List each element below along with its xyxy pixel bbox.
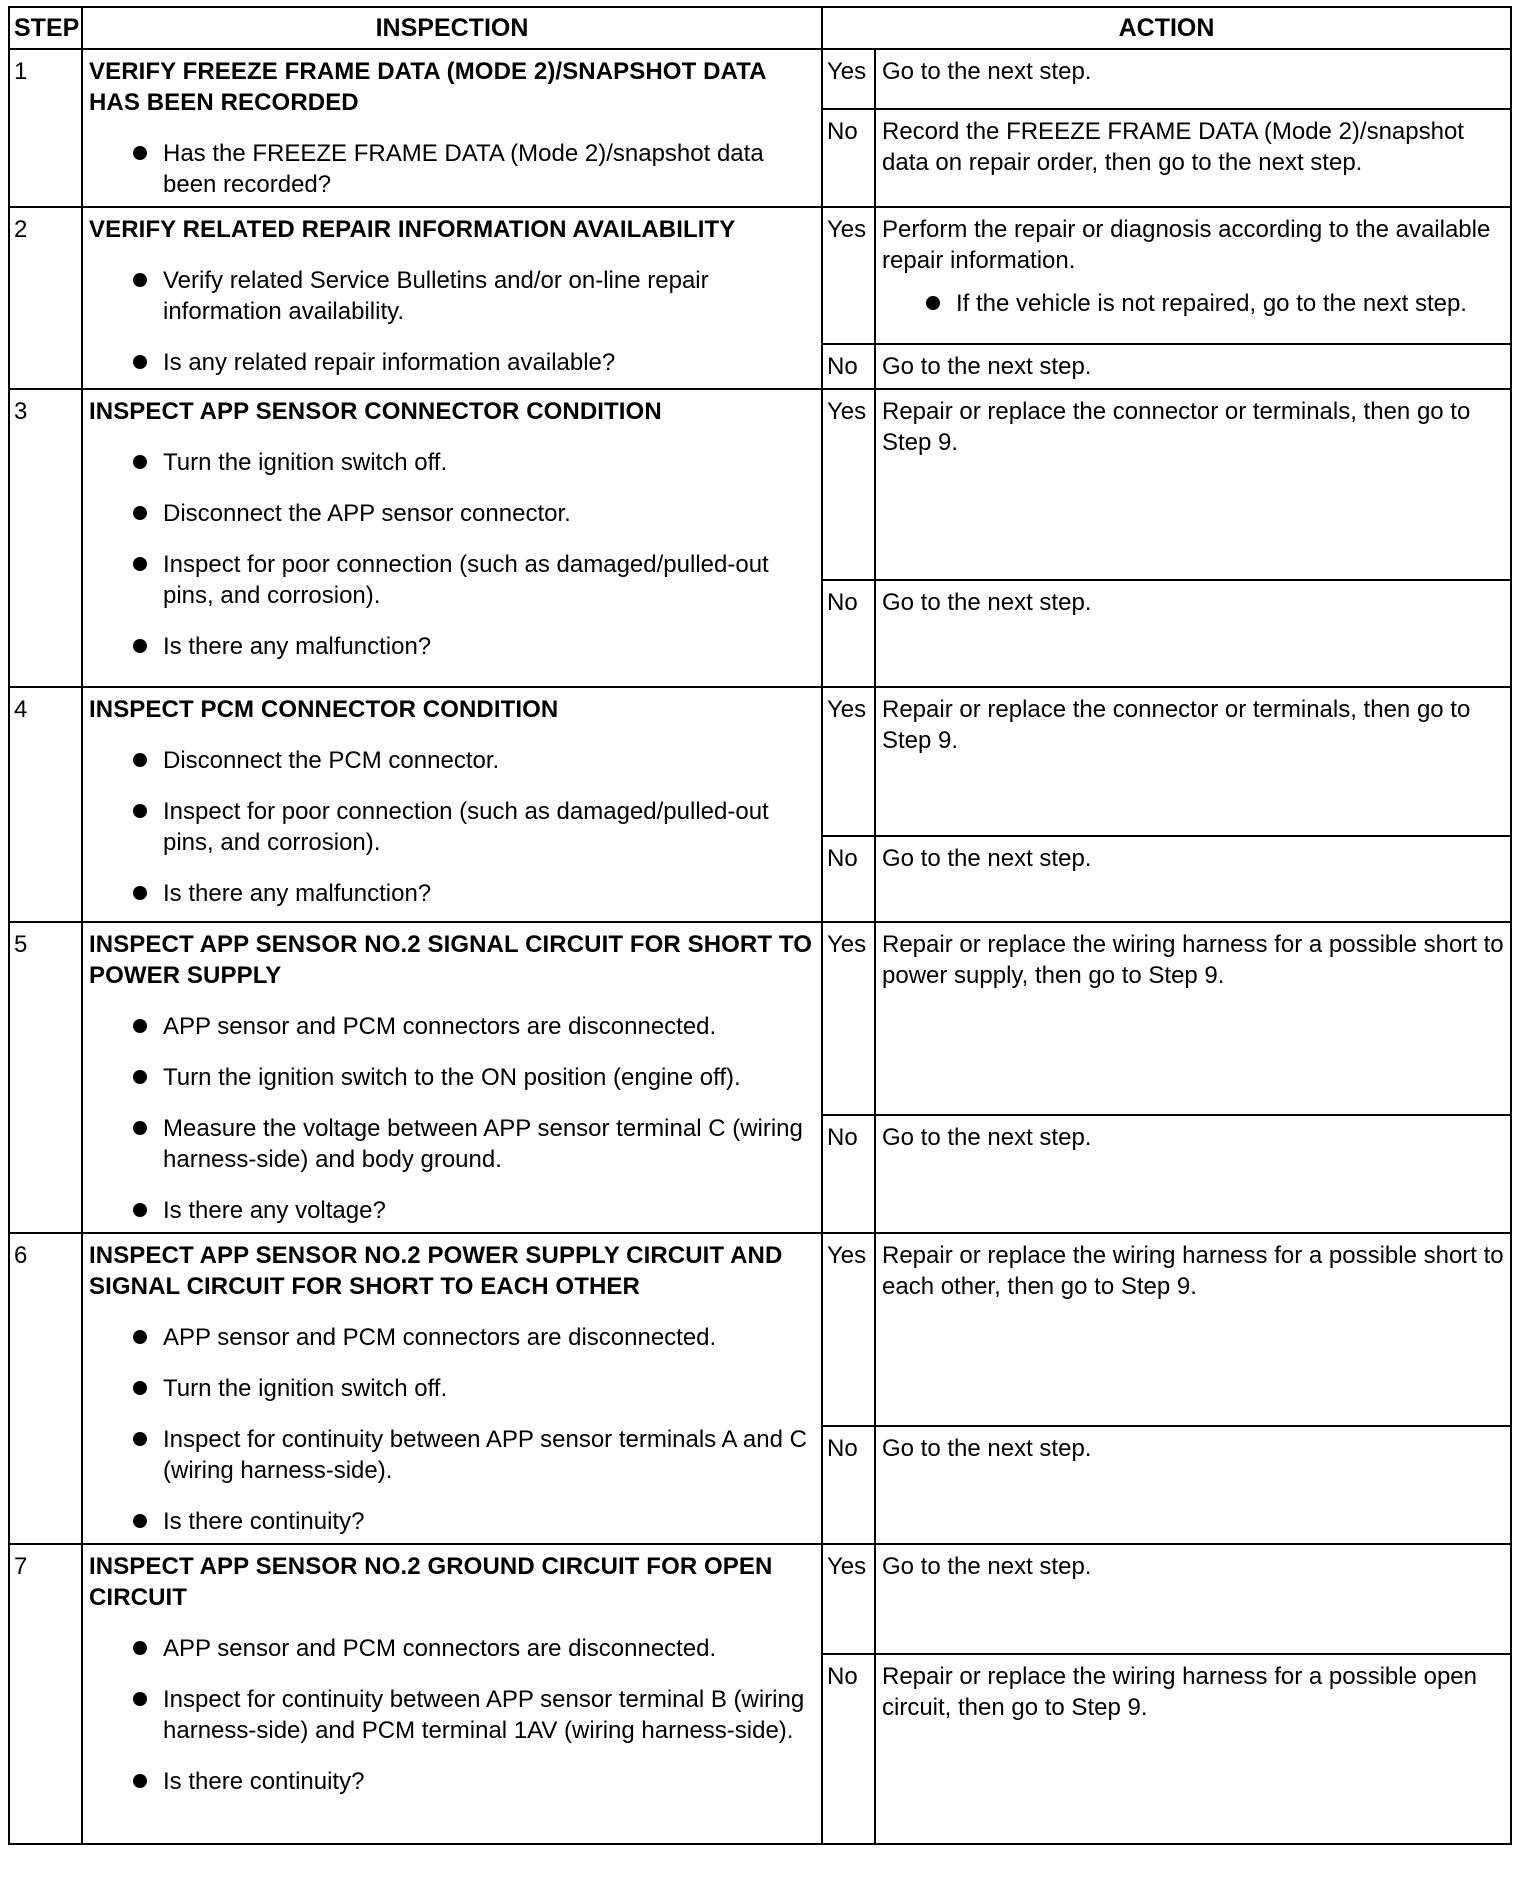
inspection-bullet-item bbox=[89, 447, 815, 478]
no-action: Go to the next step. bbox=[875, 344, 1511, 389]
inspection-bullet-text: APP sensor and PCM connectors are disconnected. bbox=[163, 1013, 717, 1040]
inspection-bullet-list bbox=[89, 265, 815, 378]
inspection-bullet-item bbox=[89, 1684, 815, 1746]
inspection-title: INSPECT APP SENSOR NO.2 GROUND CIRCUIT FOR OPEN CIRCUIT bbox=[89, 1553, 773, 1611]
inspection-bullet-text: Verify related Service Bulletins and/or on-line repair information availability. bbox=[163, 267, 709, 325]
yes-label: Yes bbox=[822, 1544, 875, 1654]
bullet-dot-icon bbox=[133, 886, 147, 900]
yes-label: Yes bbox=[822, 207, 875, 344]
inspection-bullet-text: Inspect for continuity between APP sensor terminals A and C (wiring harness-side). bbox=[163, 1426, 807, 1484]
action-bullet-item bbox=[882, 288, 1504, 319]
no-label: No bbox=[822, 344, 875, 389]
inspection-bullet-list bbox=[89, 1633, 815, 1797]
no-action: Go to the next step. bbox=[875, 836, 1511, 922]
step-number: 5 bbox=[9, 922, 82, 1233]
inspection-bullet-item bbox=[89, 1011, 815, 1042]
inspection-bullet-item bbox=[89, 1062, 815, 1093]
no-label: No bbox=[822, 580, 875, 687]
inspection-cell bbox=[82, 922, 822, 1233]
bullet-dot-icon bbox=[133, 557, 147, 571]
inspection-bullet-item bbox=[89, 1766, 815, 1797]
inspection-bullet-text: Is any related repair information available? bbox=[163, 349, 616, 376]
yes-action bbox=[875, 389, 1511, 580]
yes-action bbox=[875, 207, 1511, 344]
inspection-cell bbox=[82, 49, 822, 207]
inspection-column-header: INSPECTION bbox=[82, 7, 822, 49]
inspection-bullet-text: Inspect for poor connection (such as damaged/pulled-out pins, and corrosion). bbox=[163, 798, 769, 856]
yes-action bbox=[875, 1233, 1511, 1426]
inspection-cell bbox=[82, 207, 822, 389]
bullet-dot-icon bbox=[133, 1381, 147, 1395]
yes-action-text: Repair or replace the connector or terminals, then go to Step 9. bbox=[882, 398, 1471, 456]
bullet-dot-icon bbox=[133, 455, 147, 469]
bullet-dot-icon bbox=[133, 1692, 147, 1706]
inspection-bullet-item bbox=[89, 1373, 815, 1404]
step-column-header: STEP bbox=[9, 7, 82, 49]
no-label: No bbox=[822, 1654, 875, 1844]
step-number: 3 bbox=[9, 389, 82, 687]
table-row bbox=[9, 1544, 1511, 1654]
inspection-bullet-item bbox=[89, 1506, 815, 1537]
inspection-bullet-item bbox=[89, 796, 815, 858]
table-row bbox=[9, 207, 1511, 344]
yes-action-text: Perform the repair or diagnosis according to the available repair information. bbox=[882, 216, 1491, 274]
diagnostic-procedure-sheet bbox=[8, 6, 1510, 1845]
bullet-dot-icon bbox=[133, 506, 147, 520]
inspection-bullet-text: Is there continuity? bbox=[163, 1508, 365, 1535]
no-action: Repair or replace the wiring harness for a possible open circuit, then go to Step 9. bbox=[875, 1654, 1511, 1844]
no-action: Go to the next step. bbox=[875, 580, 1511, 687]
yes-label: Yes bbox=[822, 389, 875, 580]
inspection-bullet-text: Disconnect the PCM connector. bbox=[163, 747, 500, 774]
inspection-bullet-text: Turn the ignition switch to the ON position (engine off). bbox=[163, 1064, 741, 1091]
yes-action bbox=[875, 1544, 1511, 1654]
table-row bbox=[9, 922, 1511, 1115]
inspection-bullet-text: Is there any voltage? bbox=[163, 1197, 386, 1224]
inspection-bullet-text: APP sensor and PCM connectors are disconnected. bbox=[163, 1324, 717, 1351]
yes-action-text: Repair or replace the wiring harness for a possible short to each other, then go to Step 9. bbox=[882, 1242, 1504, 1300]
no-action: Go to the next step. bbox=[875, 1115, 1511, 1233]
bullet-dot-icon bbox=[133, 1774, 147, 1788]
inspection-bullet-item bbox=[89, 265, 815, 327]
no-label: No bbox=[822, 1115, 875, 1233]
inspection-bullet-item bbox=[89, 1424, 815, 1486]
bullet-dot-icon bbox=[133, 146, 147, 160]
inspection-bullet-text: Is there any malfunction? bbox=[163, 633, 432, 660]
action-bullet-list bbox=[882, 288, 1504, 319]
yes-label: Yes bbox=[822, 922, 875, 1115]
inspection-bullet-text: APP sensor and PCM connectors are disconnected. bbox=[163, 1635, 717, 1662]
inspection-table bbox=[8, 6, 1512, 1845]
inspection-bullet-list bbox=[89, 447, 815, 662]
table-body bbox=[9, 49, 1511, 1844]
bullet-dot-icon bbox=[133, 753, 147, 767]
yes-label: Yes bbox=[822, 49, 875, 109]
inspection-bullet-item bbox=[89, 1113, 815, 1175]
inspection-bullet-item bbox=[89, 138, 815, 200]
yes-action-text: Repair or replace the connector or terminals, then go to Step 9. bbox=[882, 696, 1471, 754]
inspection-bullet-text: Measure the voltage between APP sensor terminal C (wiring harness-side) and body ground. bbox=[163, 1115, 803, 1173]
inspection-title: INSPECT PCM CONNECTOR CONDITION bbox=[89, 696, 559, 723]
no-label: No bbox=[822, 1426, 875, 1544]
yes-action-text: Repair or replace the wiring harness for a possible short to power supply, then go to Step 9. bbox=[882, 931, 1504, 989]
action-bullet-text: If the vehicle is not repaired, go to the next step. bbox=[956, 290, 1467, 317]
yes-action-text: Go to the next step. bbox=[882, 58, 1092, 85]
inspection-bullet-text: Is there any malfunction? bbox=[163, 880, 432, 907]
inspection-bullet-list bbox=[89, 1011, 815, 1226]
yes-action bbox=[875, 922, 1511, 1115]
inspection-title: INSPECT APP SENSOR NO.2 SIGNAL CIRCUIT FOR SHORT TO POWER SUPPLY bbox=[89, 931, 812, 989]
bullet-dot-icon bbox=[133, 355, 147, 369]
yes-label: Yes bbox=[822, 687, 875, 836]
action-column-header: ACTION bbox=[822, 7, 1511, 49]
step-number: 2 bbox=[9, 207, 82, 389]
bullet-dot-icon bbox=[133, 273, 147, 287]
inspection-bullet-item bbox=[89, 1195, 815, 1226]
yes-action bbox=[875, 687, 1511, 836]
bullet-dot-icon bbox=[133, 1203, 147, 1217]
inspection-bullet-item bbox=[89, 347, 815, 378]
table-header-row bbox=[9, 7, 1511, 49]
bullet-dot-icon bbox=[133, 1514, 147, 1528]
bullet-dot-icon bbox=[133, 1019, 147, 1033]
inspection-cell bbox=[82, 1233, 822, 1544]
bullet-dot-icon bbox=[926, 296, 940, 310]
table-row bbox=[9, 49, 1511, 109]
bullet-dot-icon bbox=[133, 1070, 147, 1084]
yes-label: Yes bbox=[822, 1233, 875, 1426]
inspection-bullet-item bbox=[89, 1633, 815, 1664]
no-label: No bbox=[822, 109, 875, 208]
inspection-cell bbox=[82, 1544, 822, 1844]
bullet-dot-icon bbox=[133, 1330, 147, 1344]
inspection-cell bbox=[82, 687, 822, 922]
bullet-dot-icon bbox=[133, 639, 147, 653]
inspection-bullet-list bbox=[89, 138, 815, 200]
no-label: No bbox=[822, 836, 875, 922]
table-row bbox=[9, 389, 1511, 580]
inspection-title: VERIFY FREEZE FRAME DATA (MODE 2)/SNAPSHOT DATA HAS BEEN RECORDED bbox=[89, 58, 766, 116]
inspection-bullet-item bbox=[89, 549, 815, 611]
inspection-bullet-list bbox=[89, 1322, 815, 1537]
inspection-bullet-text: Has the FREEZE FRAME DATA (Mode 2)/snapshot data been recorded? bbox=[163, 140, 764, 198]
inspection-bullet-text: Disconnect the APP sensor connector. bbox=[163, 500, 571, 527]
inspection-bullet-item bbox=[89, 498, 815, 529]
no-action: Go to the next step. bbox=[875, 1426, 1511, 1544]
inspection-bullet-item bbox=[89, 631, 815, 662]
inspection-bullet-item bbox=[89, 878, 815, 909]
inspection-bullet-text: Turn the ignition switch off. bbox=[163, 1375, 448, 1402]
bullet-dot-icon bbox=[133, 1641, 147, 1655]
bullet-dot-icon bbox=[133, 804, 147, 818]
inspection-title: INSPECT APP SENSOR NO.2 POWER SUPPLY CIRCUIT AND SIGNAL CIRCUIT FOR SHORT TO EACH OTHER bbox=[89, 1242, 783, 1300]
yes-action-text: Go to the next step. bbox=[882, 1553, 1092, 1580]
inspection-bullet-text: Inspect for poor connection (such as damaged/pulled-out pins, and corrosion). bbox=[163, 551, 769, 609]
step-number: 7 bbox=[9, 1544, 82, 1844]
inspection-bullet-item bbox=[89, 1322, 815, 1353]
inspection-bullet-text: Inspect for continuity between APP sensor terminal B (wiring harness-side) and PCM terminal 1AV (wiring harness-side). bbox=[163, 1686, 805, 1744]
table-row bbox=[9, 687, 1511, 836]
yes-action bbox=[875, 49, 1511, 109]
inspection-cell bbox=[82, 389, 822, 687]
table-row bbox=[9, 1233, 1511, 1426]
step-number: 4 bbox=[9, 687, 82, 922]
no-action: Record the FREEZE FRAME DATA (Mode 2)/snapshot data on repair order, then go to the next step. bbox=[875, 109, 1511, 208]
inspection-title: VERIFY RELATED REPAIR INFORMATION AVAILABILITY bbox=[89, 216, 736, 243]
bullet-dot-icon bbox=[133, 1121, 147, 1135]
inspection-title: INSPECT APP SENSOR CONNECTOR CONDITION bbox=[89, 398, 662, 425]
inspection-bullet-item bbox=[89, 745, 815, 776]
step-number: 6 bbox=[9, 1233, 82, 1544]
bullet-dot-icon bbox=[133, 1432, 147, 1446]
inspection-bullet-list bbox=[89, 745, 815, 909]
inspection-bullet-text: Turn the ignition switch off. bbox=[163, 449, 448, 476]
step-number: 1 bbox=[9, 49, 82, 207]
inspection-bullet-text: Is there continuity? bbox=[163, 1768, 365, 1795]
